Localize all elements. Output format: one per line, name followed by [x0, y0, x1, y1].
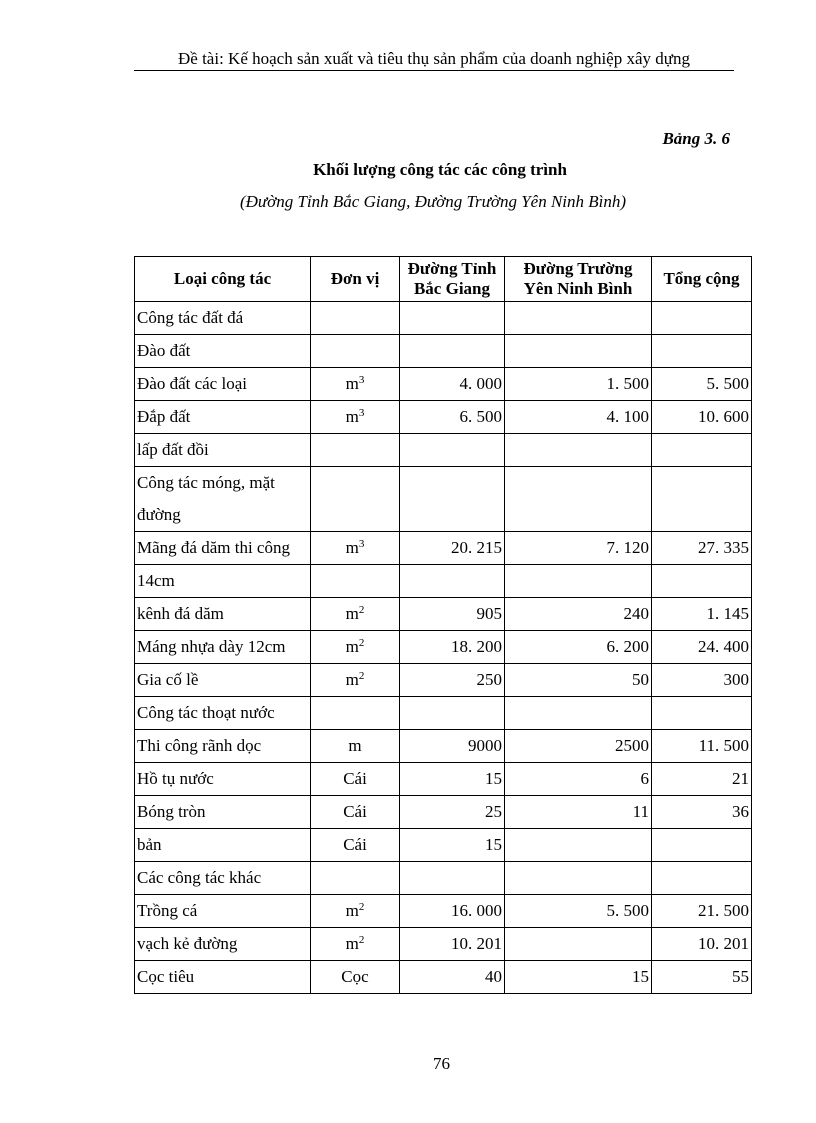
cell-work-type: Đắp đất — [135, 401, 311, 434]
cell-total: 21 — [652, 763, 752, 796]
header-bac-giang-line1: Đường Tỉnh — [407, 259, 497, 278]
table-title: Khối lượng công tác các công trình — [313, 160, 567, 179]
cell-ninh-binh — [505, 697, 652, 730]
table-header-row — [135, 257, 752, 302]
cell-bac-giang: 250 — [400, 664, 505, 697]
cell-work-type: Cọc tiêu — [135, 961, 311, 994]
cell-bac-giang — [400, 565, 505, 598]
cell-unit — [311, 796, 400, 829]
cell-ninh-binh: 1. 500 — [505, 368, 652, 401]
cell-total — [652, 302, 752, 335]
unit-exponent: 2 — [358, 670, 365, 682]
cell-work-type: vạch kẻ đường — [135, 928, 311, 961]
cell-work-type: Gia cố lề — [135, 664, 311, 697]
header-ninh-binh-line2: Yên Ninh Bình — [523, 279, 633, 298]
cell-unit — [311, 862, 400, 895]
cell-bac-giang — [400, 335, 505, 368]
cell-bac-giang — [400, 862, 505, 895]
cell-ninh-binh — [505, 565, 652, 598]
cell-ninh-binh — [505, 467, 652, 532]
cell-bac-giang: 40 — [400, 961, 505, 994]
cell-work-type: Trồng cá — [135, 895, 311, 928]
cell-work-type: Công tác thoạt nước — [135, 697, 311, 730]
cell-ninh-binh: 50 — [505, 664, 652, 697]
table-row — [135, 895, 752, 928]
cell-ninh-binh — [505, 862, 652, 895]
table-row — [135, 401, 752, 434]
cell-unit — [311, 829, 400, 862]
cell-bac-giang: 10. 201 — [400, 928, 505, 961]
cell-unit — [311, 532, 400, 565]
cell-work-type: Đào đất — [135, 335, 311, 368]
unit-text: m — [345, 604, 359, 623]
cell-total: 10. 201 — [652, 928, 752, 961]
unit-exponent: 2 — [358, 934, 365, 946]
cell-ninh-binh — [505, 335, 652, 368]
cell-total — [652, 862, 752, 895]
cell-bac-giang: 18. 200 — [400, 631, 505, 664]
cell-unit — [311, 631, 400, 664]
table-row — [135, 532, 752, 565]
cell-work-type: Thi công rãnh dọc — [135, 730, 311, 763]
cell-ninh-binh — [505, 434, 652, 467]
cell-work-type: Máng nhựa dày 12cm — [135, 631, 311, 664]
cell-unit — [311, 928, 400, 961]
unit-text: Cọc — [341, 967, 369, 986]
cell-ninh-binh — [505, 302, 652, 335]
cell-total — [652, 335, 752, 368]
cell-bac-giang: 20. 215 — [400, 532, 505, 565]
table-row — [135, 434, 752, 467]
cell-bac-giang — [400, 302, 505, 335]
unit-text: m — [348, 736, 362, 755]
cell-bac-giang: 9000 — [400, 730, 505, 763]
header-unit: Đơn vị — [311, 257, 400, 302]
cell-unit — [311, 664, 400, 697]
cell-ninh-binh: 5. 500 — [505, 895, 652, 928]
cell-ninh-binh: 11 — [505, 796, 652, 829]
work-volume-table — [134, 256, 752, 994]
cell-work-type: Các công tác khác — [135, 862, 311, 895]
cell-work-type: Công tác móng, mặt đường — [135, 467, 311, 532]
cell-total — [652, 829, 752, 862]
header-bac-giang-line2: Bắc Giang — [413, 279, 491, 298]
cell-ninh-binh: 7. 120 — [505, 532, 652, 565]
unit-text: m — [345, 901, 359, 920]
header-total: Tổng cộng — [652, 257, 752, 302]
cell-bac-giang — [400, 697, 505, 730]
cell-unit — [311, 302, 400, 335]
page-number: 76 — [433, 1054, 450, 1073]
cell-total: 11. 500 — [652, 730, 752, 763]
cell-work-type: bản — [135, 829, 311, 862]
cell-work-type: kênh đá dăm — [135, 598, 311, 631]
table-row — [135, 664, 752, 697]
cell-unit — [311, 335, 400, 368]
cell-work-type: Bóng tròn — [135, 796, 311, 829]
cell-bac-giang: 6. 500 — [400, 401, 505, 434]
header-ninh-binh-line1: Đường Trường — [523, 259, 633, 278]
table-row — [135, 565, 752, 598]
cell-total — [652, 697, 752, 730]
cell-total: 21. 500 — [652, 895, 752, 928]
table-row — [135, 631, 752, 664]
cell-bac-giang: 905 — [400, 598, 505, 631]
unit-exponent: 3 — [358, 374, 365, 386]
cell-bac-giang: 16. 000 — [400, 895, 505, 928]
cell-unit — [311, 467, 400, 532]
cell-bac-giang — [400, 434, 505, 467]
cell-work-type: Đào đất các loại — [135, 368, 311, 401]
cell-work-type: lấp đất đồi — [135, 434, 311, 467]
cell-total — [652, 565, 752, 598]
cell-ninh-binh: 2500 — [505, 730, 652, 763]
header-type: Loại công tác — [135, 257, 311, 302]
cell-unit — [311, 961, 400, 994]
cell-total: 300 — [652, 664, 752, 697]
cell-work-type: 14cm — [135, 565, 311, 598]
unit-exponent: 2 — [358, 604, 365, 616]
cell-unit — [311, 368, 400, 401]
cell-bac-giang: 15 — [400, 829, 505, 862]
header-bac-giang — [400, 257, 505, 302]
cell-ninh-binh: 4. 100 — [505, 401, 652, 434]
unit-text: m — [345, 407, 359, 426]
unit-exponent: 3 — [358, 538, 365, 550]
cell-total: 5. 500 — [652, 368, 752, 401]
unit-text: Cái — [343, 769, 367, 788]
cell-total: 24. 400 — [652, 631, 752, 664]
cell-unit — [311, 763, 400, 796]
header-ninh-binh — [505, 257, 652, 302]
cell-bac-giang: 15 — [400, 763, 505, 796]
unit-text: m — [345, 374, 359, 393]
cell-ninh-binh — [505, 829, 652, 862]
cell-bac-giang — [400, 467, 505, 532]
table-row — [135, 961, 752, 994]
table-row — [135, 335, 752, 368]
unit-text: Cái — [343, 802, 367, 821]
cell-unit — [311, 401, 400, 434]
table-row — [135, 796, 752, 829]
cell-work-type: Hồ tụ nước — [135, 763, 311, 796]
table-row — [135, 302, 752, 335]
cell-total: 1. 145 — [652, 598, 752, 631]
page-header: Đề tài: Kế hoạch sản xuất và tiêu thụ sản phẩm của doanh nghiệp xây dựng — [134, 48, 734, 71]
cell-ninh-binh: 6 — [505, 763, 652, 796]
cell-work-type: Mãng đá dăm thi công — [135, 532, 311, 565]
cell-total: 10. 600 — [652, 401, 752, 434]
cell-total: 55 — [652, 961, 752, 994]
table-row — [135, 763, 752, 796]
cell-unit — [311, 895, 400, 928]
table-label: Bảng 3. 6 — [662, 129, 730, 148]
table-body — [135, 302, 752, 994]
table-row — [135, 697, 752, 730]
cell-bac-giang: 4. 000 — [400, 368, 505, 401]
unit-text: m — [345, 670, 359, 689]
table-row — [135, 467, 752, 532]
table-subtitle: (Đường Tỉnh Bắc Giang, Đường Trường Yên Ninh Bình) — [239, 192, 627, 211]
cell-unit — [311, 598, 400, 631]
unit-text: m — [345, 934, 359, 953]
table-row — [135, 862, 752, 895]
unit-exponent: 2 — [358, 901, 365, 913]
cell-total: 27. 335 — [652, 532, 752, 565]
unit-text: m — [345, 637, 359, 656]
cell-work-type: Công tác đất đá — [135, 302, 311, 335]
unit-exponent: 2 — [358, 637, 365, 649]
cell-total: 36 — [652, 796, 752, 829]
cell-ninh-binh: 240 — [505, 598, 652, 631]
cell-unit — [311, 697, 400, 730]
table-row — [135, 829, 752, 862]
table-row — [135, 730, 752, 763]
cell-unit — [311, 434, 400, 467]
table-row — [135, 598, 752, 631]
unit-text: m — [345, 538, 359, 557]
cell-total — [652, 434, 752, 467]
cell-ninh-binh — [505, 928, 652, 961]
unit-text: Cái — [343, 835, 367, 854]
cell-total — [652, 467, 752, 532]
cell-bac-giang: 25 — [400, 796, 505, 829]
cell-ninh-binh: 15 — [505, 961, 652, 994]
cell-ninh-binh: 6. 200 — [505, 631, 652, 664]
unit-exponent: 3 — [358, 407, 365, 419]
table-row — [135, 368, 752, 401]
cell-unit — [311, 730, 400, 763]
table-row — [135, 928, 752, 961]
cell-unit — [311, 565, 400, 598]
